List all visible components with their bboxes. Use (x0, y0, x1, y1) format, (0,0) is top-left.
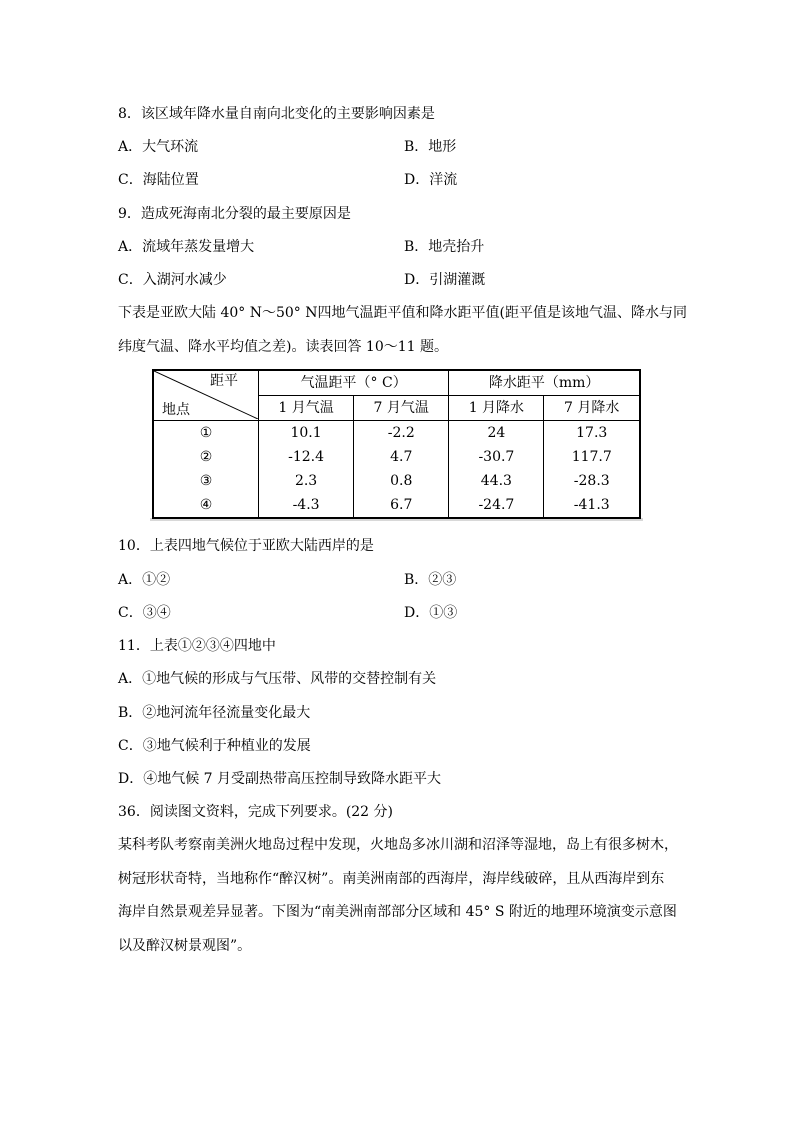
climate-anomaly-table (152, 369, 641, 519)
cell-value: 4.7 (354, 445, 449, 469)
q9-option-a: A．流域年蒸发量增大 (118, 239, 255, 255)
cell-value: -2.2 (354, 421, 449, 446)
table-row (153, 493, 640, 518)
cell-value: -24.7 (449, 493, 544, 518)
cell-value: 10.1 (259, 421, 354, 446)
cell-value: 0.8 (354, 469, 449, 493)
corner-label-location: 地点 (162, 402, 190, 418)
q36-paragraph-line2: 树冠形状奇特，当地称作“醉汉树”。南美洲南部的西海岸，海岸线破碎，且从西海岸到东 (118, 871, 665, 887)
row-location: ① (153, 421, 259, 446)
row-location: ④ (153, 493, 259, 518)
header-temperature-anomaly: 气温距平（° C） (259, 370, 449, 396)
q11-option-b: B．②地河流年径流量变化最大 (118, 705, 311, 721)
q11-option-d: D．④地气候 7 月受副热带高压控制导致降水距平大 (118, 771, 442, 787)
corner-label-anomaly: 距平 (210, 373, 238, 389)
q11-option-c: C．③地气候利于种植业的发展 (118, 738, 311, 754)
q36-stem: 36．阅读图文资料，完成下列要求。(22 分) (118, 804, 394, 820)
table-corner-cell (153, 370, 259, 421)
q10-option-b: B．②③ (404, 572, 457, 588)
q11-option-a: A．①地气候的形成与气压带、风带的交替控制有关 (118, 671, 437, 687)
q8-option-a: A．大气环流 (118, 139, 199, 155)
q8-option-d: D．洋流 (404, 172, 458, 188)
q9-option-c: C．入湖河水减少 (118, 272, 227, 288)
cell-value: 17.3 (544, 421, 640, 446)
q9-stem: 9．造成死海南北分裂的最主要原因是 (118, 206, 351, 222)
table-intro-line1: 下表是亚欧大陆 40° N～50° N四地气温距平值和降水距平值(距平值是该地气温、降水与同 (118, 305, 687, 321)
q8-option-c: C．海陆位置 (118, 172, 199, 188)
cell-value: 24 (449, 421, 544, 446)
row-location: ③ (153, 469, 259, 493)
cell-value: -30.7 (449, 445, 544, 469)
table-row (153, 421, 640, 446)
cell-value: -4.3 (259, 493, 354, 518)
cell-value: -41.3 (544, 493, 640, 518)
header-jan-temp: 1 月气温 (259, 396, 354, 421)
q10-stem: 10．上表四地气候位于亚欧大陆西岸的是 (118, 538, 374, 554)
row-location: ② (153, 445, 259, 469)
header-jul-temp: 7 月气温 (354, 396, 449, 421)
cell-value: -12.4 (259, 445, 354, 469)
header-precipitation-anomaly: 降水距平（mm） (449, 370, 640, 396)
q10-option-a: A．①② (118, 572, 171, 588)
q10-option-d: D．①③ (404, 605, 458, 621)
cell-value: -28.3 (544, 469, 640, 493)
q36-paragraph-line3: 海岸自然景观差异显著。下图为“南美洲南部部分区域和 45° S 附近的地理环境演变示意图 (118, 904, 677, 920)
q8-option-b: B．地形 (404, 139, 457, 155)
q11-stem: 11．上表①②③④四地中 (118, 638, 276, 654)
cell-value: 6.7 (354, 493, 449, 518)
table-row (153, 469, 640, 493)
q8-stem: 8．该区域年降水量自南向北变化的主要影响因素是 (118, 106, 435, 122)
table-row (153, 445, 640, 469)
header-jul-precip: 7 月降水 (544, 396, 640, 421)
cell-value: 117.7 (544, 445, 640, 469)
cell-value: 2.3 (259, 469, 354, 493)
q36-paragraph-line4: 以及醉汉树景观图”。 (118, 938, 252, 954)
q10-option-c: C．③④ (118, 605, 171, 621)
q36-paragraph-line1: 某科考队考察南美洲火地岛过程中发现，火地岛多冰川湖和沼泽等湿地，岛上有很多树木， (118, 837, 678, 853)
header-jan-precip: 1 月降水 (449, 396, 544, 421)
cell-value: 44.3 (449, 469, 544, 493)
q9-option-d: D．引湖灌溉 (404, 272, 486, 288)
q9-option-b: B．地壳抬升 (404, 239, 485, 255)
table-intro-line2: 纬度气温、降水平均值之差)。读表回答 10～11 题。 (118, 339, 448, 355)
